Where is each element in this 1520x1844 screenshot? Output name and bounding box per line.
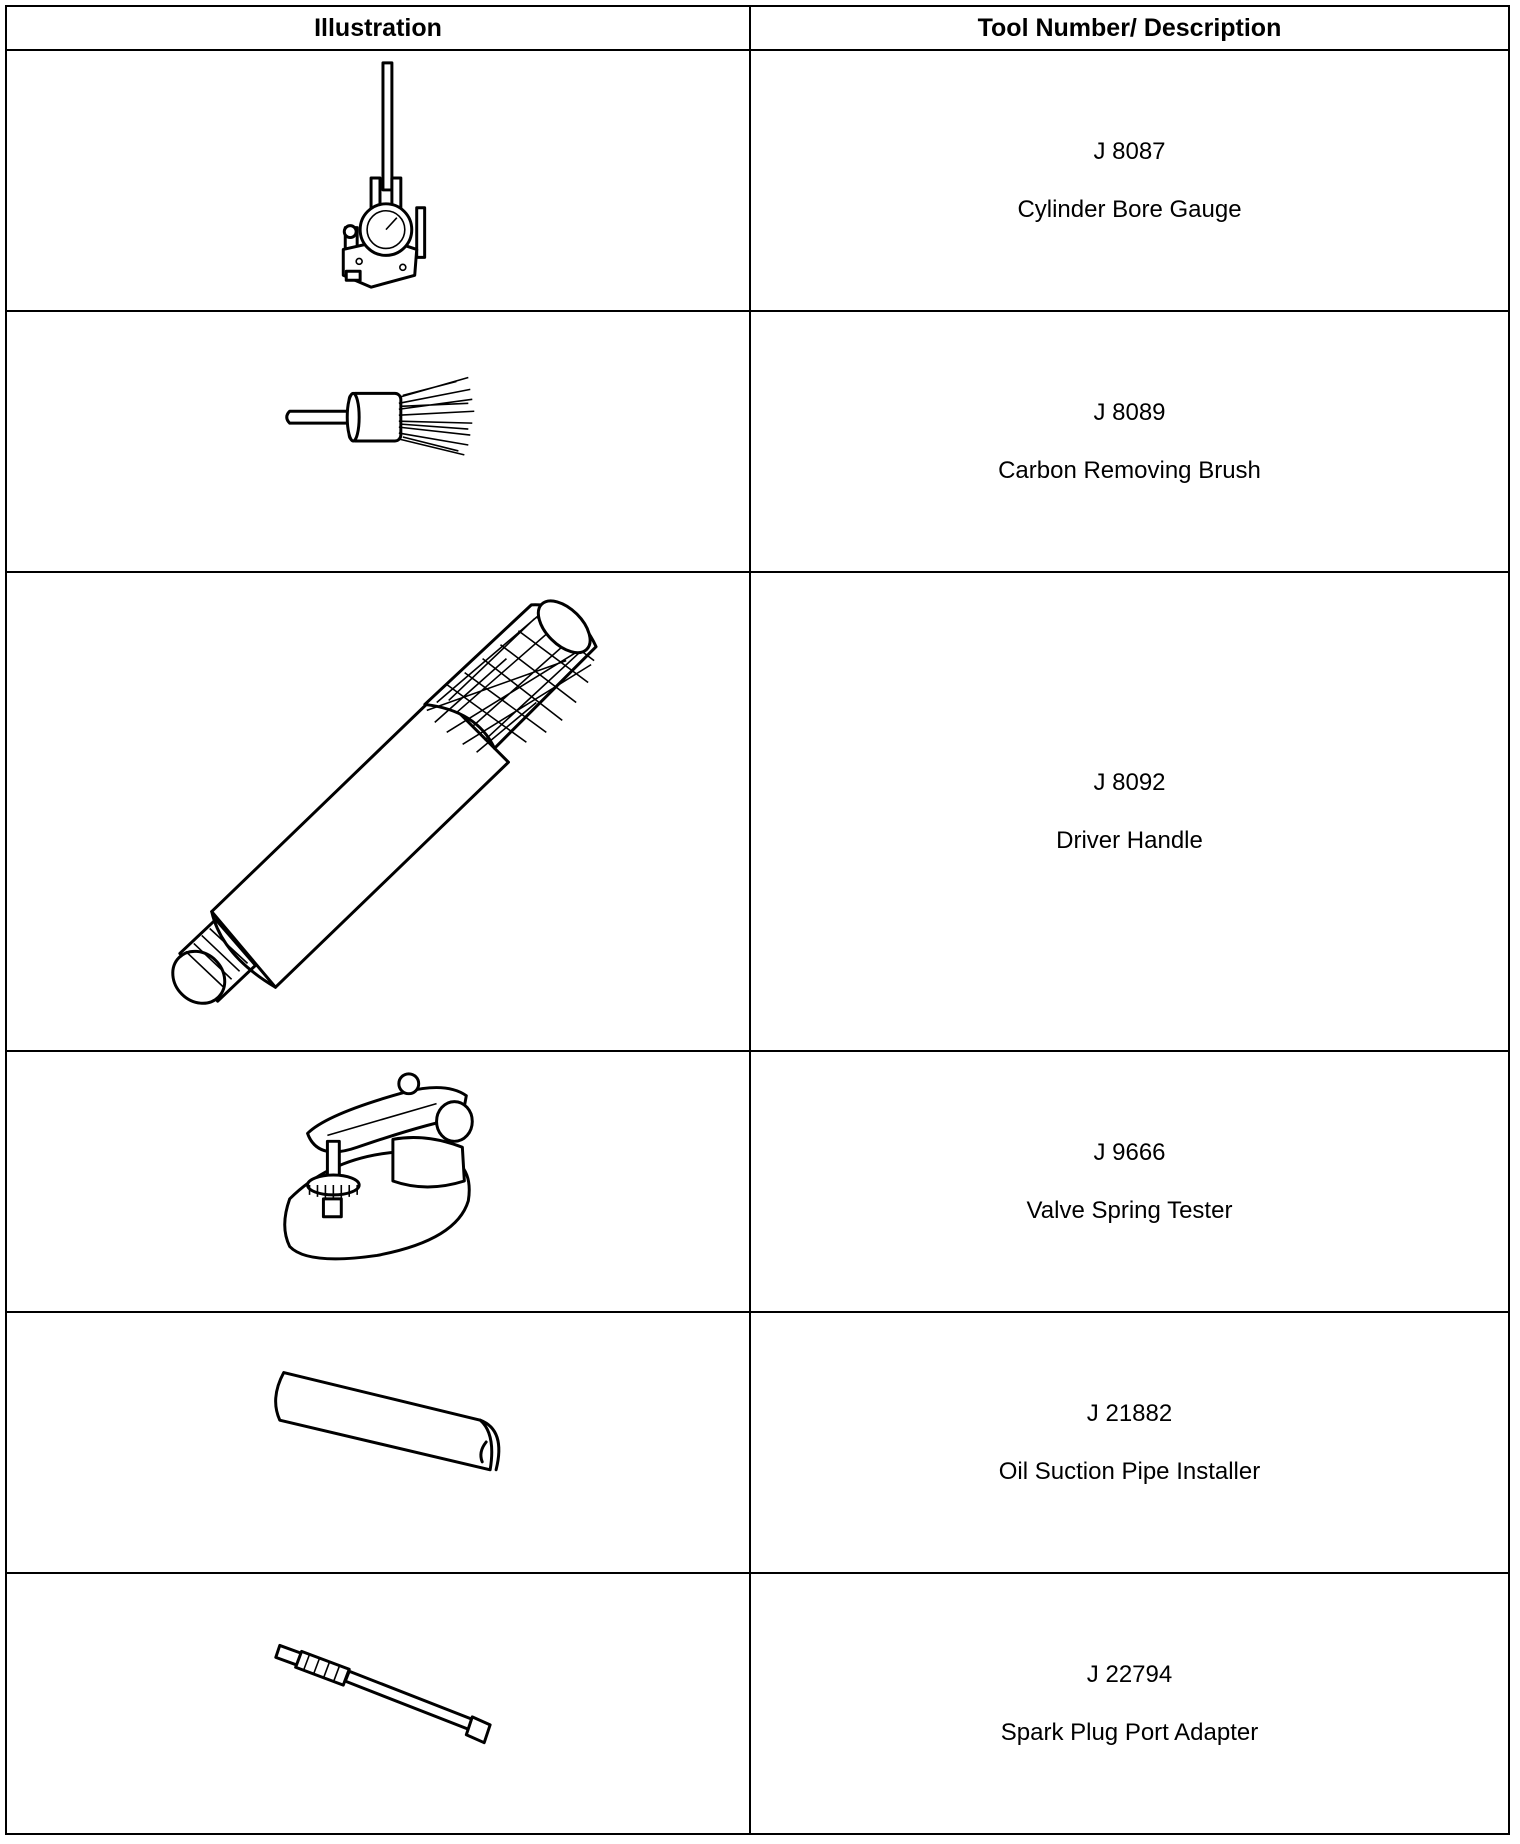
pipe-installer-icon [7,1313,751,1572]
illustration-cell [6,1312,750,1573]
table-row [6,1573,1509,1834]
tool-name: Cylinder Bore Gauge [1017,195,1242,223]
special-tools-table [5,5,1510,1835]
illustration-cell [6,50,750,311]
tool-number: J 21882 [1086,1399,1173,1427]
illustration-cell [6,572,750,1051]
table-row [6,1051,1509,1312]
tool-name: Carbon Removing Brush [998,456,1261,484]
bore-gauge-icon [7,51,751,310]
tool-number: J 9666 [1093,1138,1166,1166]
table-row [6,1312,1509,1573]
illustration-cell [6,1573,750,1834]
tool-name: Oil Suction Pipe Installer [998,1457,1261,1485]
brush-icon [7,312,751,571]
illustration-column-header: Illustration [6,6,750,50]
port-adapter-icon [7,1574,751,1833]
tool-number: J 8092 [1093,768,1166,796]
tool-name: Valve Spring Tester [1026,1196,1233,1224]
tool-description-cell [750,1051,1509,1312]
tool-column-header: Tool Number/ Description [750,6,1509,50]
tool-number: J 22794 [1086,1660,1173,1688]
illustration-cell [6,1051,750,1312]
table-row [6,50,1509,311]
tool-description-cell [750,1312,1509,1573]
driver-handle-icon [7,573,751,1050]
tool-name: Spark Plug Port Adapter [1000,1718,1259,1746]
illustration-cell [6,311,750,572]
spring-tester-icon [7,1052,751,1311]
tool-number: J 8089 [1093,398,1166,426]
tool-description-cell [750,50,1509,311]
tool-number: J 8087 [1093,137,1166,165]
table-header-row [6,6,1509,50]
table-row [6,572,1509,1051]
table-row [6,311,1509,572]
tool-name: Driver Handle [1056,826,1203,854]
tool-description-cell [750,311,1509,572]
tool-description-cell [750,1573,1509,1834]
tool-description-cell [750,572,1509,1051]
